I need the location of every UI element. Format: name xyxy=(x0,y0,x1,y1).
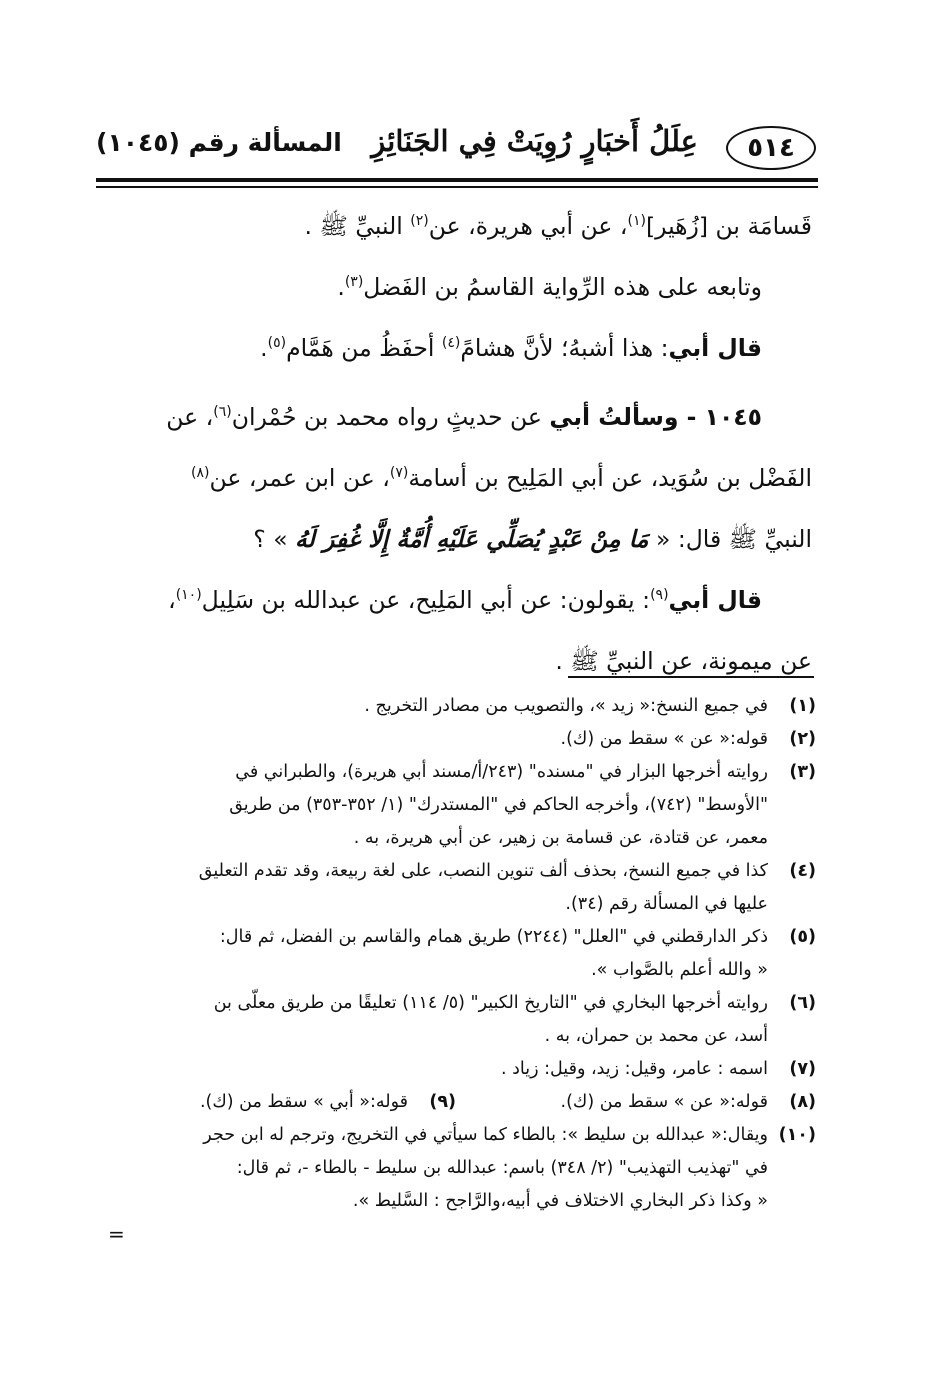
footnote-ref: (١٠) xyxy=(175,587,202,604)
continuation-mark: = xyxy=(108,1222,125,1246)
footnote: (٤) كذا في جميع النسخ، بحذف ألف تنوين النصب، على لغة ربيعة، وقد تقدم التعليق عليها في المسألة رقم (٣٤). xyxy=(198,861,816,914)
footnote: (٩) قوله:« أبي » سقط من (ك). xyxy=(199,1092,456,1112)
text-line: قَسامَة بن [زُهَير]$^{(١)}$، عن أبي هريرة، عن$^{(٢)}$ النبيِّ ﷺ . xyxy=(304,212,812,240)
text-line: النبيِّ ﷺ قال: « مَا مِنْ عَبْدٍ يُصَلِّي عَلَيْهِ أُمَّةٌ إِلَّا غُفِرَ لَهُ » ؟ xyxy=(253,525,812,553)
text-line: الفَضْل بن سُوَيد، عن أبي المَلِيح بن أسامة$^{(٧)}$، عن ابن عمر، عن$^{(٨)}$ xyxy=(191,464,812,492)
footnotes xyxy=(96,690,816,1218)
question-heading-line: ١٠٤٥ - وسألتُ أبي عن حديثٍ رواه محمد بن حُمْران$^{(٦)}$، عن xyxy=(166,403,762,431)
footnote-ref: (٨) xyxy=(191,465,210,482)
text-line: عن ميمونة، عن النبيِّ ﷺ . xyxy=(555,647,812,675)
footnote: (٣) روايته أخرجها البزار في "مسنده" (٢٤٣/أ/مسند أبي هريرة)، والطبراني في "الأوسط" (٧٤٢)، وأخرجه الحاكم في "المستدرك" (١/ ٣٥٢-٣٥٣) من طريق معمر، عن قتادة، عن قسامة بن زهير، عن أبي هريرة، به . xyxy=(229,762,816,848)
header-rule-thick xyxy=(96,178,818,182)
footnote: (٦) روايته أخرجها البخاري في "التاريخ الكبير" (٥/ ١١٤) تعليقًا من طريق معلّى بن أسد، عن محمد بن حمران، به . xyxy=(213,993,816,1046)
footnote-ref: (٩) xyxy=(650,587,669,604)
page-number: ٥١٤ xyxy=(726,126,816,170)
question-number: ١٠٤٥ - وسألتُ أبي xyxy=(549,403,762,431)
footnote: (١٠) ويقال:« عبدالله بن سليط »: بالطاء كما سيأتي في التخريج، وترجم له ابن حجر في "تهذيب التهذيب" (٢/ ٣٤٨) باسم: عبدالله بن سليط - بالطاء -، ثم قال: « وكذا ذكر البخاري الاختلاف في أبيه،والرَّاجح : السَّليط ». xyxy=(203,1125,816,1211)
footnote-ref: (٦) xyxy=(213,404,232,421)
running-header xyxy=(96,118,816,178)
text-line: قال أبي: هذا أشبهُ؛ لأنَّ هشامً$^{(٤)}$ أحفَظُ من هَمَّام$^{(٥)}$. xyxy=(260,334,762,362)
footnote-pair xyxy=(96,1086,816,1119)
main-text xyxy=(100,196,812,692)
footnote-ref: (٣) xyxy=(344,274,364,291)
footnote: (٥) ذكر الدارقطني في "العلل" (٢٢٤٤) طريق همام والقاسم بن الفضل، ثم قال: « والله أعلم بالصَّواب ». xyxy=(219,927,816,980)
footnote-ref: (٢) xyxy=(410,213,429,230)
footnote: (٧) اسمه : عامر، وقيل: زيد، وقيل: زياد . xyxy=(501,1059,816,1079)
text-line: وتابعه على هذه الرِّواية القاسمُ بن الفَضل$^{(٣)}$. xyxy=(337,273,762,301)
footnote-separator xyxy=(568,676,814,678)
hadith-text: مَا مِنْ عَبْدٍ يُصَلِّي عَلَيْهِ أُمَّةٌ إِلَّا غُفِرَ لَهُ xyxy=(295,525,649,553)
footnote-ref: (٥) xyxy=(267,335,287,352)
footnote: (١) في جميع النسخ:« زيد »، والتصويب من مصادر التخريج . xyxy=(364,696,816,716)
footnote-ref: (٧) xyxy=(389,465,409,482)
header-rule-thin xyxy=(96,186,818,188)
footnote: (٨) قوله:« عن » سقط من (ك). xyxy=(560,1092,816,1112)
footnote-ref: (١) xyxy=(627,213,646,230)
book-title: عِلَلُ أَخبَارٍ رُوِيَتْ فِي الجَنَائِزِ xyxy=(371,124,698,158)
text-line: قال أبي$^{(٩)}$: يقولون: عن أبي المَلِيح، عن عبدالله بن سَلِيل$^{(١٠)}$، xyxy=(168,586,762,614)
issue-title: المسألة رقم (١٠٤٥) xyxy=(96,128,342,157)
footnote: (٢) قوله:« عن » سقط من (ك). xyxy=(560,729,816,749)
footnote-ref: (٤) xyxy=(441,335,461,352)
